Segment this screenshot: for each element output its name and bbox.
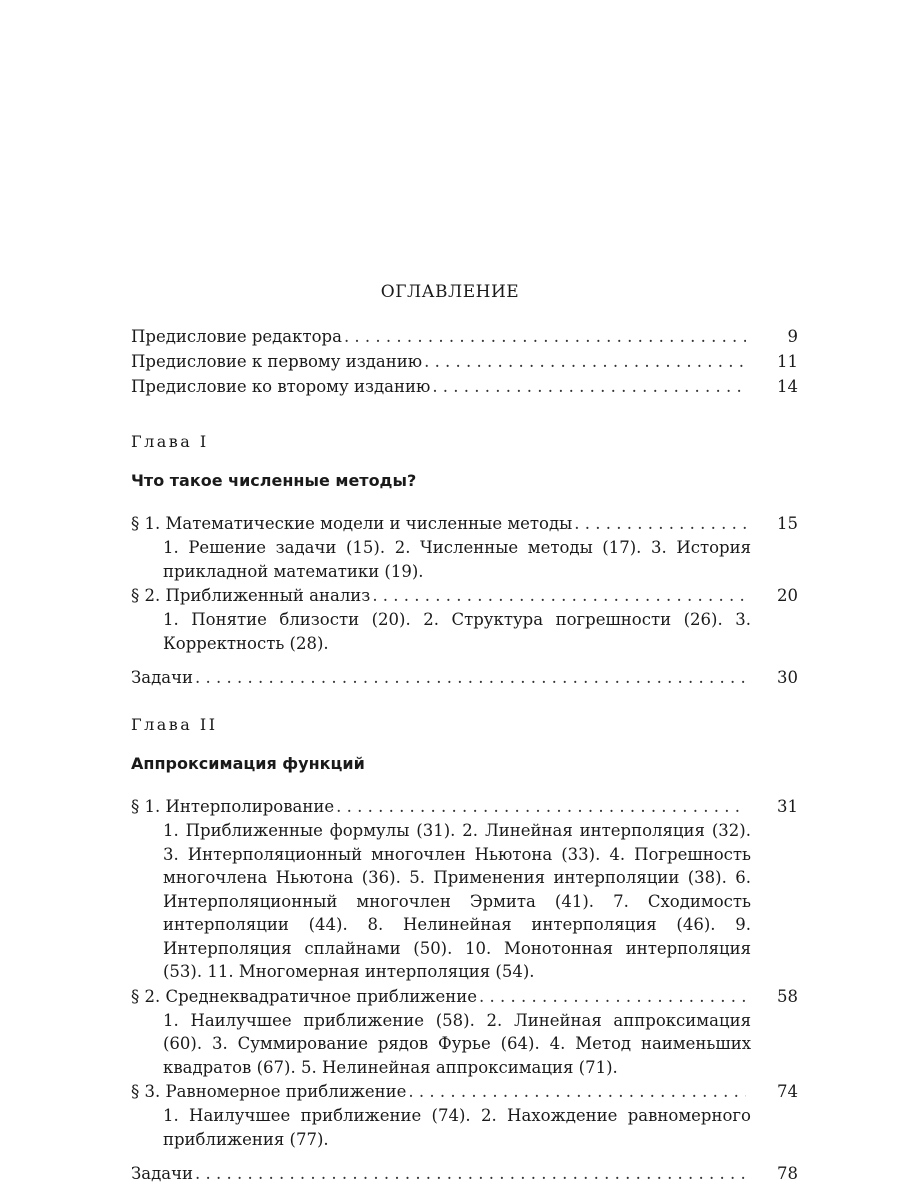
section-label: § 2. Среднеквадратичное приближение bbox=[131, 986, 478, 1006]
toc-section[interactable] bbox=[131, 984, 798, 1009]
page-number: 14 bbox=[777, 377, 798, 396]
toc-section[interactable] bbox=[131, 583, 798, 608]
page-number: 31 bbox=[777, 797, 798, 816]
page-number: 58 bbox=[777, 986, 798, 1006]
page-number: 30 bbox=[777, 668, 798, 687]
chapter-label: Глава I bbox=[131, 432, 209, 451]
toc-entry-problems[interactable] bbox=[131, 1161, 798, 1186]
table-of-contents bbox=[131, 324, 798, 1186]
entry-label: Задачи bbox=[131, 1164, 194, 1183]
toc-section[interactable] bbox=[131, 511, 798, 536]
section-label: § 3. Равномерное приближение bbox=[131, 1082, 407, 1101]
page-number: 15 bbox=[777, 514, 798, 533]
dot-leader bbox=[408, 1079, 746, 1104]
page-number: 74 bbox=[777, 1082, 798, 1101]
section-label: § 2. Приближенный анализ bbox=[131, 586, 371, 605]
section-label: § 1. Математические модели и численные методы bbox=[131, 514, 573, 533]
section-subtopics: 1. Наилучшее приближение (74). 2. Нахождение равномерного приближения (77). bbox=[163, 1106, 751, 1149]
dot-leader bbox=[479, 984, 746, 1009]
dot-leader bbox=[195, 1161, 746, 1186]
dot-leader bbox=[432, 374, 746, 399]
entry-label: Предисловие ко второму изданию bbox=[131, 377, 431, 396]
toc-entry-problems[interactable] bbox=[131, 665, 798, 690]
chapter-label: Глава II bbox=[131, 715, 218, 734]
dot-leader bbox=[574, 511, 746, 536]
toc-entry-preface-first-edition[interactable] bbox=[131, 349, 798, 374]
toc-section[interactable] bbox=[131, 794, 798, 819]
page-number: 20 bbox=[777, 586, 798, 605]
dot-leader bbox=[424, 349, 746, 374]
section-subtopics: 1. Приближенные формулы (31). 2. Линейная интерполяция (32). 3. Интерполяционный многочлен Ньютона (33). 4. Погрешность многочлена Ньютона (36). 5. Применения интерполяции (38). 6. Интерполяционный многочлен Эрмита (41). 7. Сходимость интерполяции (44). 8. Нелинейная интерполяция (46). 9. Интерполяция сплайнами (50). 10. Монотонная интерполяция (53). 11. Многомерная интерполяция (54). bbox=[163, 821, 751, 981]
toc-title: ОГЛАВЛЕНИЕ bbox=[380, 282, 520, 302]
page-number: 11 bbox=[777, 352, 798, 371]
section-subtopics: 1. Наилучшее приближение (58). 2. Линейная аппроксимация (60). 3. Суммирование рядов Фурье (64). 4. Метод наименьших квадратов (67). 5. Нелинейная аппроксимация (71). bbox=[163, 1010, 751, 1077]
entry-label: Задачи bbox=[131, 668, 194, 687]
section-subtopics: 1. Понятие близости (20). 2. Структура погрешности (26). 3. Корректность (28). bbox=[163, 610, 751, 653]
chapter-title[interactable]: Аппроксимация функций bbox=[131, 754, 365, 773]
section-subtopics: 1. Решение задачи (15). 2. Численные методы (17). 3. История прикладной математики (19). bbox=[163, 538, 751, 581]
entry-label: Предисловие редактора bbox=[131, 327, 342, 346]
page-number: 78 bbox=[777, 1164, 798, 1183]
dot-leader bbox=[372, 583, 746, 608]
dot-leader bbox=[195, 665, 746, 690]
chapter-title[interactable]: Что такое численные методы? bbox=[131, 471, 417, 490]
entry-label: Предисловие к первому изданию bbox=[131, 352, 423, 371]
section-label: § 1. Интерполирование bbox=[131, 797, 335, 816]
toc-entry-preface-editor[interactable] bbox=[131, 324, 798, 349]
page-number: 9 bbox=[787, 327, 798, 346]
dot-leader bbox=[336, 794, 746, 819]
toc-entry-preface-second-edition[interactable] bbox=[131, 374, 798, 399]
toc-section[interactable] bbox=[131, 1079, 798, 1104]
dot-leader bbox=[344, 324, 746, 349]
